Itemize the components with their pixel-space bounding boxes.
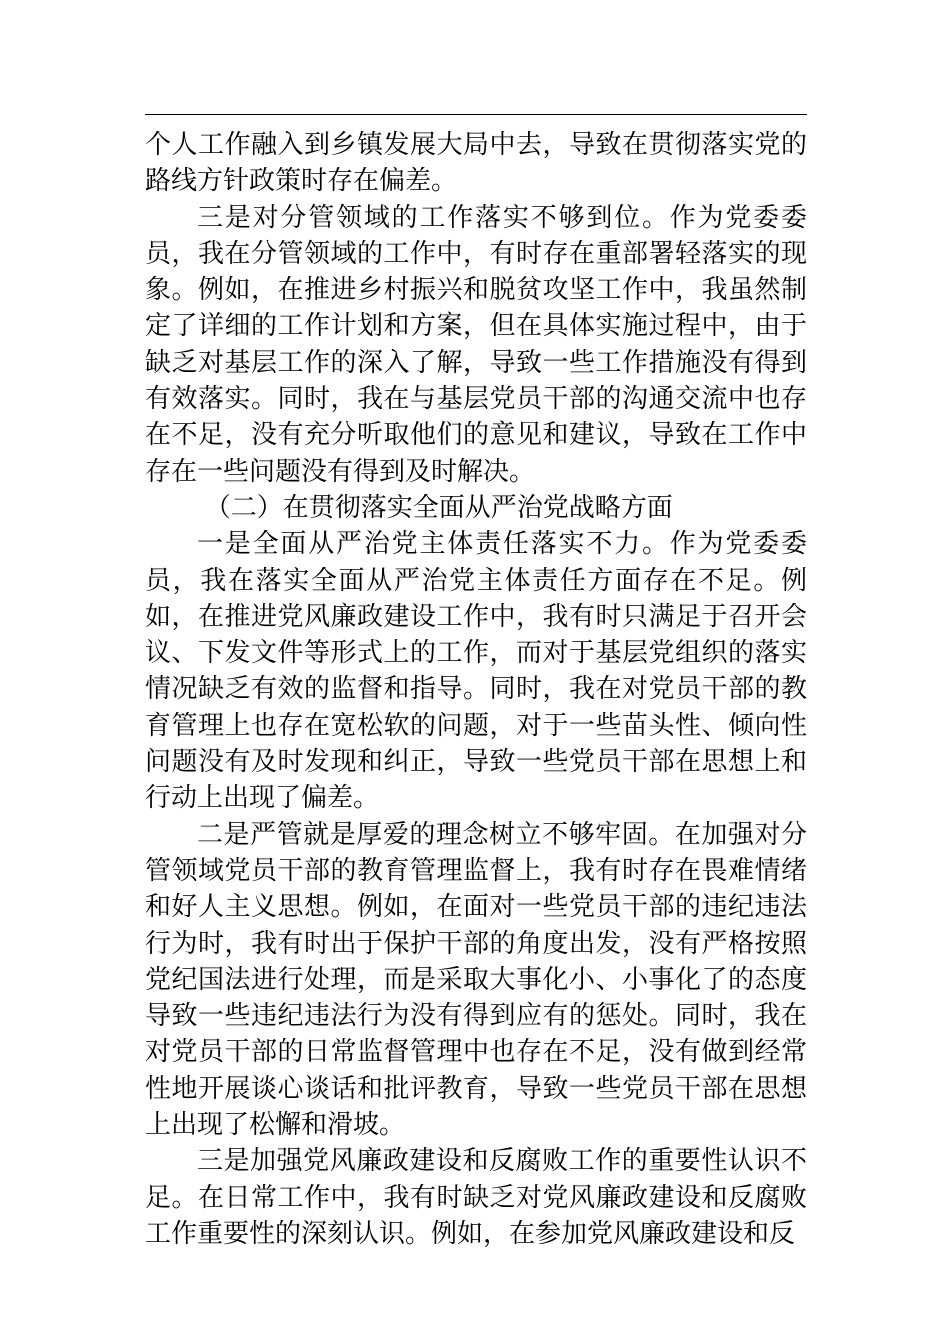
paragraph-continuation: 个人工作融入到乡镇发展大局中去，导致在贯彻落实党的路线方针政策时存在偏差。 (145, 130, 807, 197)
document-body (145, 127, 807, 1252)
paragraph-point-one: 一是全面从严治党主体责任落实不力。作为党委委员，我在落实全面从严治党主体责任方面存在不足。例如，在推进党风廉政建设工作中，我有时只满足于召开会议、下发文件等形式上的工作，而对于基层党组织的落实情况缺乏有效的监督和指导。同时，我在对党员干部的教育管理上也存在宽松软的问题，对于一些苗头性、倾向性问题没有及时发现和纠正，导致一些党员干部在思想上和行动上出现了偏差。 (145, 529, 807, 814)
section-heading: （二）在贯彻落实全面从严治党战略方面 (204, 492, 673, 523)
header-rule (145, 114, 807, 115)
paragraph-point-two: 二是严管就是厚爱的理念树立不够牢固。在加强对分管领域党员干部的教育管理监督上，我有时存在畏难情绪和好人主义思想。例如，在面对一些党员干部的违纪违法行为时，我有时出于保护干部的角度出发，没有严格按照党纪国法进行处理，而是采取大事化小、小事化了的态度导致一些违纪违法行为没有得到应有的惩处。同时，我在对党员干部的日常监督管理中也存在不足，没有做到经常性地开展谈心谈话和批评教育，导致一些党员干部在思想上出现了松懈和滑坡。 (145, 819, 807, 1141)
paragraph-point-three: 三是对分管领域的工作落实不够到位。作为党委委员，我在分管领域的工作中，有时存在重部署轻落实的现象。例如，在推进乡村振兴和脱贫攻坚工作中，我虽然制定了详细的工作计划和方案，但在具体实施过程中，由于缺乏对基层工作的深入了解，导致一些工作措施没有得到有效落实。同时，我在与基层党员干部的沟通交流中也存在不足，没有充分听取他们的意见和建议，导致在工作中存在一些问题没有得到及时解决。 (145, 202, 807, 487)
paragraph-point-three-b: 三是加强党风廉政建设和反腐败工作的重要性认识不足。在日常工作中，我有时缺乏对党风廉政建设和反腐败工作重要性的深刻认识。例如，在参加党风廉政建设和反 (145, 1146, 807, 1249)
